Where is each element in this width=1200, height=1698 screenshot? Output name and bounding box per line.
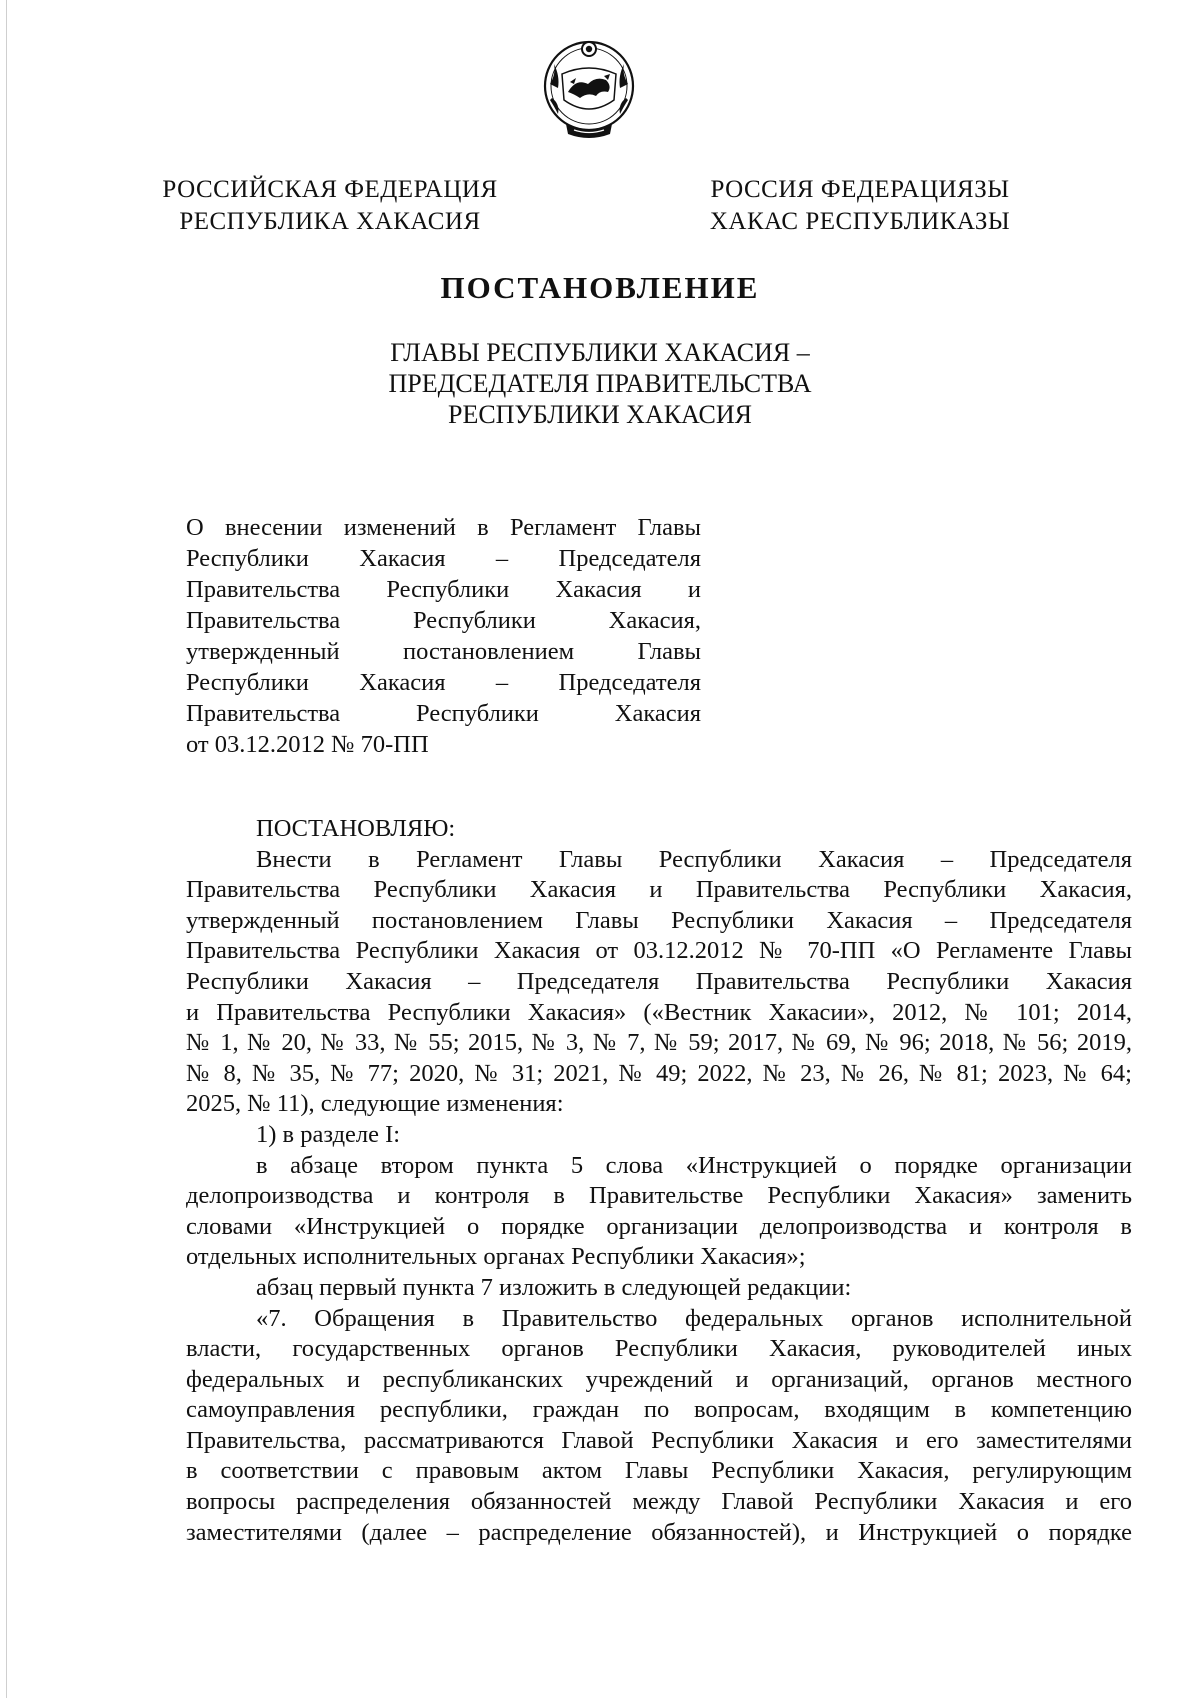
body-line: власти, государственных органов Республики Хакасия, руководителей иных [186,1335,1132,1363]
body-line: в абзаце втором пункта 5 слова «Инструкцией о порядке организации [256,1151,1132,1179]
body-line: № 1, № 20, № 33, № 55; 2015, № 3, № 7, № 59; 2017, № 69, № 96; 2018, № 56; 2019, [186,1029,1132,1057]
issuer-line1: ГЛАВЫ РЕСПУБЛИКИ ХАКАСИЯ – [390,338,810,367]
header-left-line2: РЕСПУБЛИКА ХАКАСИЯ [179,208,481,235]
subject-line: утвержденный постановлением Главы [186,638,701,665]
body-line: Правительства Республики Хакасия и Правительства Республики Хакасия, [186,876,1132,904]
subject-line: Правительства Республики Хакасия [186,700,701,727]
subject-block [186,512,701,760]
body-line: заместителями (далее – распределение обязанностей), и Инструкцией о порядке [186,1518,1132,1546]
issuer-line3: РЕСПУБЛИКИ ХАКАСИЯ [447,400,752,429]
body-line: и Правительства Республики Хакасия» («Вестник Хакасии», 2012, № 101; 2014, [186,998,1132,1026]
body-line: Республики Хакасия – Председателя Правительства Республики Хакасия [186,967,1132,995]
body-line: федеральных и республиканских учреждений и организаций, органов местного [186,1365,1132,1393]
body-line: 2025, № 11), следующие изменения: [186,1090,564,1118]
issuer-line2: ПРЕДСЕДАТЕЛЯ ПРАВИТЕЛЬСТВА [388,369,812,398]
subject-line: Правительства Республики Хакасия, [186,607,701,634]
decree-word: ПОСТАНОВЛЯЮ: [256,815,456,842]
body-line: самоуправления республики, граждан по вопросам, входящим в компетенцию [186,1396,1132,1424]
issuer-block [300,337,900,430]
subject-line: О внесении изменений в Регламент Главы [186,514,701,541]
document-type-title: ПОСТАНОВЛЕНИЕ [440,270,760,305]
header-russian [160,174,500,238]
body-line: вопросы распределения обязанностей между Главой Республики Хакасия и его [186,1488,1132,1516]
subject-line: от 03.12.2012 № 70-ПП [186,731,429,758]
subject-line: Правительства Республики Хакасия и [186,576,701,603]
body-line: № 8, № 35, № 77; 2020, № 31; 2021, № 49; 2022, № 23, № 26, № 81; 2023, № 64; [186,1059,1132,1087]
body-line: «7. Обращения в Правительство федеральных органов исполнительной [256,1304,1132,1332]
body-line: отдельных исполнительных органах Республики Хакасия»; [186,1243,806,1271]
body-line: Правительства Республики Хакасия от 03.12.2012 № 70-ПП «О Регламенте Главы [186,937,1132,965]
document-body [186,814,1132,1548]
body-line: Внести в Регламент Главы Республики Хакасия – Председателя [256,845,1132,873]
header-right-line2: ХАКАС РЕСПУБЛИКАЗЫ [709,208,1011,235]
coat-of-arms-icon [540,34,638,144]
body-line: абзац первый пункта 7 изложить в следующей редакции: [256,1273,852,1301]
header-left-line1: РОССИЙСКАЯ ФЕДЕРАЦИЯ [162,176,498,203]
subject-line: Республики Хакасия – Председателя [186,545,701,572]
body-line: словами «Инструкцией о порядке организации делопроизводства и контроля в [186,1212,1132,1240]
body-line: 1) в разделе I: [256,1120,401,1148]
header-right-line1: РОССИЯ ФЕДЕРАЦИЯЗЫ [710,176,1010,203]
body-line: утвержденный постановлением Главы Республики Хакасия – Председателя [186,906,1132,934]
header-khakas [700,174,1020,238]
subject-line: Республики Хакасия – Председателя [186,669,701,696]
body-line: Правительства, рассматриваются Главой Республики Хакасия и его заместителями [186,1426,1132,1454]
body-line: делопроизводства и контроля в Правительстве Республики Хакасия» заменить [186,1182,1132,1210]
body-line: в соответствии с правовым актом Главы Республики Хакасия, регулирующим [186,1457,1132,1485]
scan-edge-line [6,0,7,1698]
